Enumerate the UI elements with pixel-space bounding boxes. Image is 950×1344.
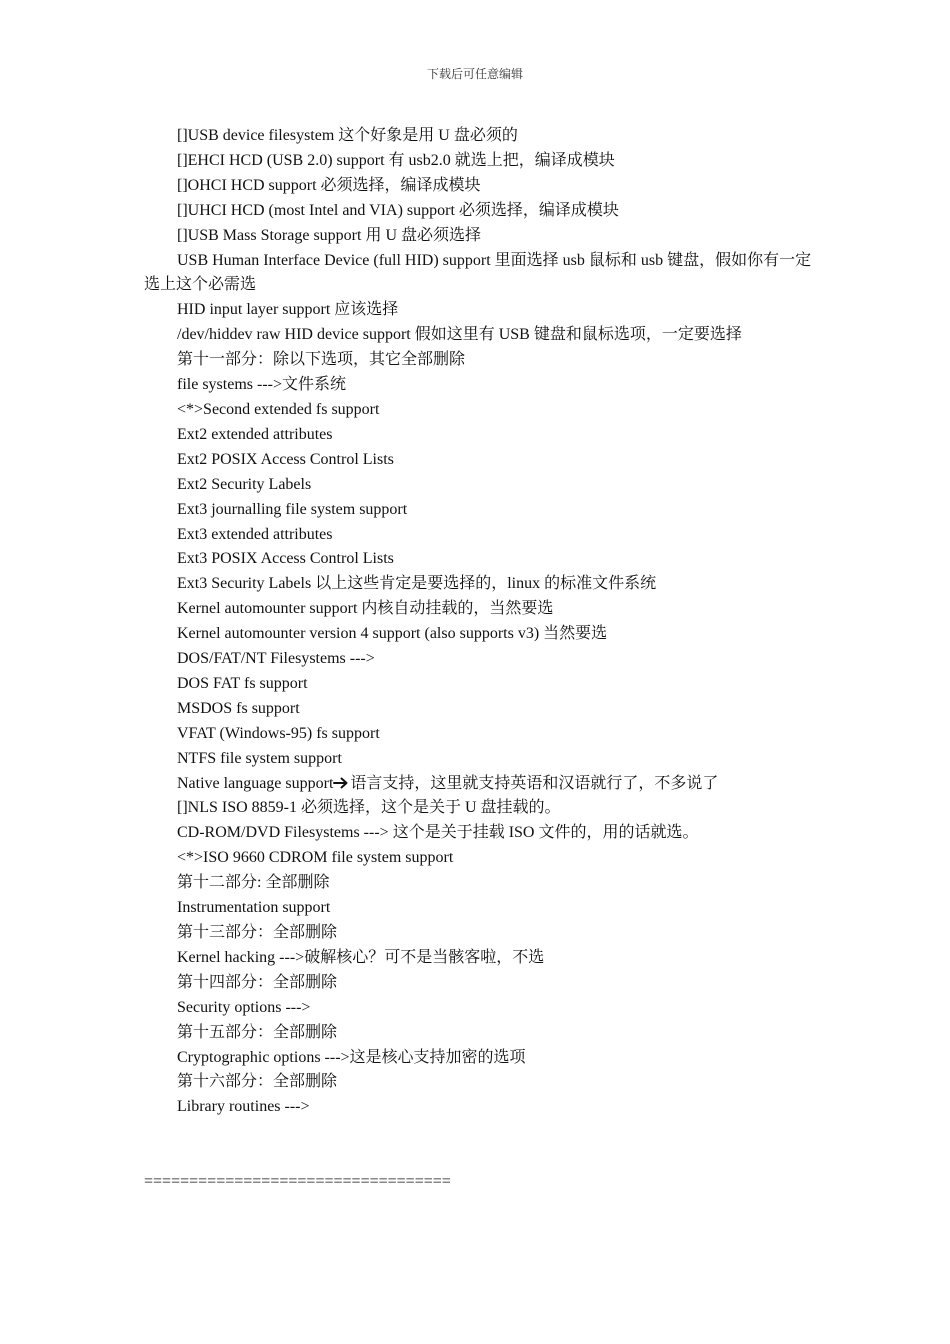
text-line: Security options ---> bbox=[177, 998, 311, 1016]
text-line: CD-ROM/DVD Filesystems ---> 这个是关于挂载 ISO 文件的，用的话就选。 bbox=[177, 824, 699, 842]
section-heading: 第十一部分：除以下选项，其它全部删除 bbox=[177, 351, 466, 369]
separator-line: ================================== bbox=[144, 1173, 451, 1190]
section-heading: 第十三部分：全部删除 bbox=[177, 924, 338, 941]
text-line: Ext3 POSIX Access Control Lists bbox=[177, 550, 394, 568]
text-line: Kernel automounter version 4 support (also supports v3) 当然要选 bbox=[177, 625, 608, 643]
text-line: NTFS file system support bbox=[177, 749, 342, 767]
text-paragraph: USB Human Interface Device (full HID) support 里面选择 usb 鼠标和 usb 键盘，假如你有一定选上这个必需选 bbox=[144, 251, 812, 294]
text-line: Cryptographic options --->这是核心支持加密的选项 bbox=[177, 1048, 526, 1066]
text-line: DOS FAT fs support bbox=[177, 674, 308, 692]
text-line: []UHCI HCD (most Intel and VIA) support 必须选择，编译成模块 bbox=[177, 201, 619, 219]
text-segment: Native language support bbox=[177, 774, 334, 792]
text-line: []NLS ISO 8859-1 必须选择，这个是关于 U 盘挂载的。 bbox=[177, 799, 561, 817]
section-heading: 第十六部分：全部删除 bbox=[177, 1073, 338, 1091]
text-line: /dev/hiddev raw HID device support 假如这里有 USB 键盘和鼠标选项，一定要选择 bbox=[177, 326, 742, 344]
text-line: <*>Second extended fs support bbox=[177, 400, 380, 418]
text-segment: 语言支持，这里就支持英语和汉语就行了，不多说了 bbox=[350, 774, 719, 792]
text-line: MSDOS fs support bbox=[177, 699, 300, 717]
text-line: Kernel automounter support 内核自动挂载的，当然要选 bbox=[177, 600, 554, 618]
page-header: 下载后可任意编辑 bbox=[426, 67, 523, 81]
text-line: <*>ISO 9660 CDROM file system support bbox=[177, 849, 454, 867]
text-line: []USB Mass Storage support 用 U 盘必须选择 bbox=[177, 226, 481, 244]
text-line: Kernel hacking --->破解核心？可不是当骸客啦，不选 bbox=[177, 948, 545, 966]
text-line: Library routines ---> bbox=[177, 1098, 310, 1116]
text-line: Ext2 Security Labels bbox=[177, 475, 312, 493]
right-arrow-icon bbox=[333, 777, 349, 789]
text-line: []OHCI HCD support 必须选择，编译成模块 bbox=[177, 176, 481, 194]
text-line: []EHCI HCD (USB 2.0) support 有 usb2.0 就选上把，编译成模块 bbox=[177, 151, 615, 169]
section-heading: 第十二部分: 全部删除 bbox=[177, 874, 330, 892]
text-line: file systems --->文件系统 bbox=[177, 376, 347, 394]
section-heading: 第十四部分：全部删除 bbox=[177, 973, 338, 991]
text-line: []USB device filesystem 这个好象是用 U 盘必须的 bbox=[177, 127, 518, 144]
text-line: HID input layer support 应该选择 bbox=[177, 301, 399, 319]
text-line: VFAT (Windows-95) fs support bbox=[177, 724, 380, 742]
text-line: Ext3 extended attributes bbox=[177, 525, 333, 543]
text-line: Ext3 Security Labels 以上这些肯定是要选择的，linux 的标准文件系统 bbox=[177, 575, 657, 593]
text-line: Ext2 POSIX Access Control Lists bbox=[177, 450, 394, 468]
text-line: Instrumentation support bbox=[177, 899, 331, 917]
text-line: Ext3 journalling file system support bbox=[177, 500, 408, 518]
text-line: DOS/FAT/NT Filesystems ---> bbox=[177, 650, 375, 668]
document-body bbox=[144, 124, 814, 1120]
text-line bbox=[144, 772, 814, 797]
text-line: Ext2 extended attributes bbox=[177, 425, 333, 443]
section-heading: 第十五部分：全部删除 bbox=[177, 1023, 338, 1041]
